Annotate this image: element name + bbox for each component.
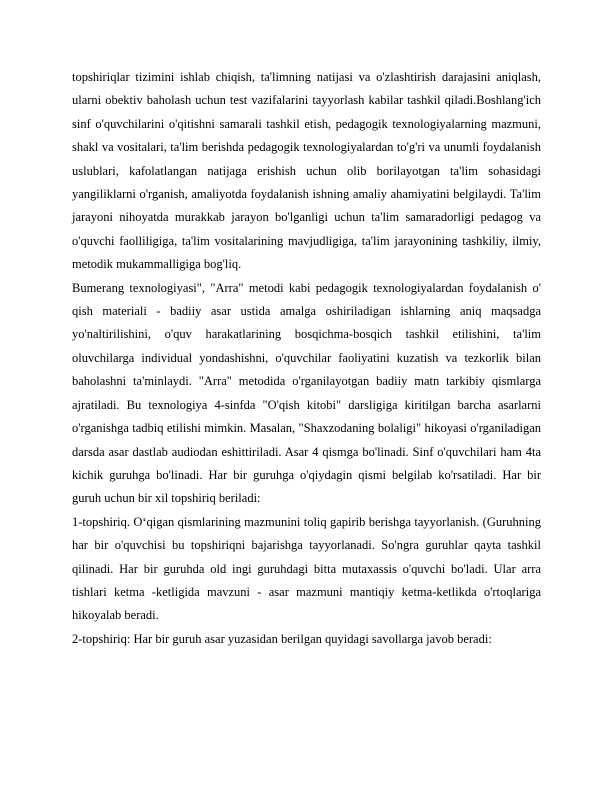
paragraph-bumerang-arra: Bumerang texnologiyasi", "Arra" metodi kabi pedagogik texnologiyalardan foydalanish o' qish materiali - badiiy asar ustida amalga oshiriladigan ishlarning aniq maqsadga yo'naltirilishini, o'quv harakatlarining bosqichma-bosqich tashkil etilishini, ta'lim oluvchilarga individual yondashishni, o'quvchilar faoliyatini kuzatish va tezkorlik bilan baholashni ta'minlaydi. "Arra" metodida o'rganilayotgan badiiy matn tarkibiy qismlarga ajratiladi. Bu texnologiya 4-sinfda "O'qish kitobi" darsligiga kiritilgan barcha asarlarni o'rganishga tadbiq etilishi mimkin. Masalan, "Shaxzodaning bolaligi" hikoyasi o'rganiladigan darsda asar dastlab audiodan eshittiriladi. Asar 4 qismga bo'linadi. Sinf o'quvchilari ham 4ta kichik guruhga bo'linadi. Har bir guruhga o'qiydagin qismi belgilab ko'rsatiladi. Har bir guruh uchun bir xil topshiriq beriladi:	[72, 280, 541, 506]
document-body	[72, 66, 541, 651]
paragraph-task-2: 2-topshiriq: Har bir guruh asar yuzasidan berilgan quyidagi savollarga javob beradi:	[72, 631, 492, 646]
paragraph-intro: topshiriqlar tizimini ishlab chiqish, ta'limning natijasi va o'zlashtirish darajasini aniqlash, ularni obektiv baholash uchun test vazifalarini tayyorlash kabilar tashkil qiladi.Boshlang'ich sinf o'quvchilarini o'qitishni samarali tashkil etish, pedagogik texnologiyalarning mazmuni, shakl va vositalari, ta'lim berishda pedagogik texnologiyalardan to'g'ri va unumli foydalanish uslublari, kafolatlangan natijaga erishish uchun olib borilayotgan ta'lim sohasidagi yangiliklarni o'rganish, amaliyotda foydalanish ishning amaliy ahamiyatini belgilaydi. Ta'lim jarayoni nihoyatda murakkab jarayon bo'lganligi uchun ta'lim samaradorligi pedagog va o'quvchi faolliligiga, ta'lim vositalarining mavjudligiga, ta'lim jarayonining tashkiliy, ilmiy, metodik mukammalligiga bog'liq.	[72, 70, 541, 272]
paragraph-task-1: 1-topshiriq. O‘qigan qismlarining mazmunini toliq gapirib berishga tayyorlanish. (Guruhning har bir o'quvchisi bu topshiriqni bajarishga tayyorlanadi. So'ngra guruhlar qayta tashkil qilinadi. Har bir guruhda old ingi guruhdagi bitta mutaxassis o'quvchi bo'ladi. Ular arra tishlari ketma -ketligida mavzuni - asar mazmuni mantiqiy ketma-ketlikda o'rtoqlariga hikoyalab beradi.	[72, 514, 541, 623]
